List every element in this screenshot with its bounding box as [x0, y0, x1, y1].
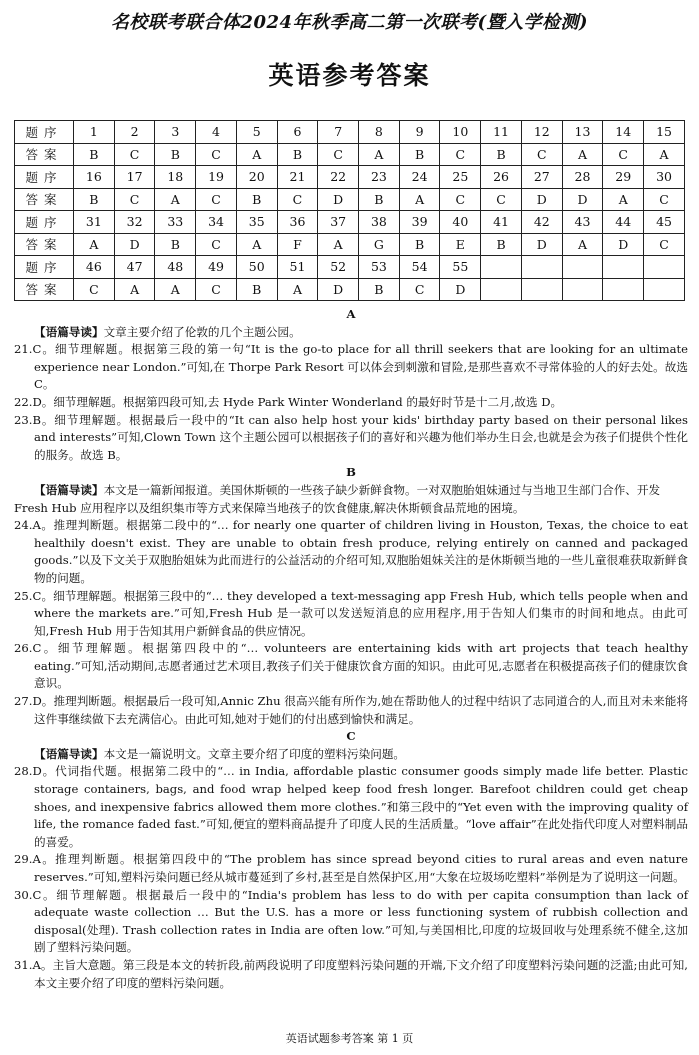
page-footer: 英语试题参考答案 第 1 页: [285, 1032, 414, 1045]
section-heading: B: [346, 465, 356, 480]
row-label-question: 题序: [15, 256, 74, 279]
answer-row: [15, 278, 685, 301]
question-number-cell: 15: [644, 121, 685, 144]
reading-guide-label: 【语篇导读】: [34, 324, 104, 339]
row-label-question: 题序: [15, 166, 74, 189]
answer-cell: C: [196, 233, 237, 256]
answer-cell: C: [440, 188, 481, 211]
answer-cell: F: [277, 233, 318, 256]
question-number-cell: 6: [277, 121, 318, 144]
question-number-cell: 52: [318, 256, 359, 279]
question-number-cell: 29: [603, 166, 644, 189]
answer-explanation: 21.C。细节理解题。根据第三段的第一句“It is the go-to place for all thrill seekers that are looking for an ultimate experience near London.”可知,在 Thorpe Park Resort 可以体会到刺激和冒险,是那些喜欢不寻常体验的人的好去处。故选 C。: [14, 342, 688, 392]
question-number-cell: 35: [236, 211, 277, 234]
question-number-cell: 41: [481, 211, 522, 234]
answer-cell: B: [399, 233, 440, 256]
answer-cell: C: [277, 188, 318, 211]
answer-cell: C: [196, 143, 237, 166]
question-number-cell: 28: [562, 166, 603, 189]
answer-cell: [481, 278, 522, 301]
answer-explanation: 23.B。细节理解题。根据最后一段中的“It can also help host your kids' birthday party based on their personal likes and interests”可知,Clown Town 这个主题公园可以根据孩子们的喜好和兴趣为他们举办生日会,也就是会为孩子们提供个性化的服务。故选 B。: [14, 412, 688, 462]
answer-cell: D: [521, 188, 562, 211]
answer-cell: B: [155, 143, 196, 166]
answer-cell: A: [562, 143, 603, 166]
question-number-cell: 24: [399, 166, 440, 189]
answer-explanation: 28.D。代词指代题。根据第二段中的“… in India, affordable plastic consumer goods simply made life better. Plastic storage containers, bags, and food wrap helped keep food fresh longer. Barefoot children could get cheap shoes, and inexpensive fabrics allowed them more clothes.”和第三段中的“Yet even with the improving quality of life, the romance faded fast.”可知,便宜的塑料商品提升了印度人民的生活质量。“love affair”在此处指代印度人对塑料制品的喜爱。: [14, 764, 688, 849]
answer-cell: A: [155, 188, 196, 211]
answer-cell: B: [399, 143, 440, 166]
question-number-cell: 44: [603, 211, 644, 234]
question-number-cell: 23: [359, 166, 400, 189]
answer-cell: D: [562, 188, 603, 211]
row-label-answer: 答案: [15, 233, 74, 256]
question-number-cell: 17: [114, 166, 155, 189]
answer-cell: A: [236, 143, 277, 166]
row-label-answer: 答案: [15, 188, 74, 211]
question-number-cell: 53: [359, 256, 400, 279]
answer-explanation: 22.D。细节理解题。根据第四段可知,去 Hyde Park Winter Wonderland 的最好时节是十二月,故选 D。: [14, 394, 563, 409]
answer-cell: A: [359, 143, 400, 166]
question-number-cell: 39: [399, 211, 440, 234]
row-label-answer: 答案: [15, 143, 74, 166]
question-number-cell: 36: [277, 211, 318, 234]
question-number-cell: 2: [114, 121, 155, 144]
answer-cell: D: [318, 278, 359, 301]
question-number-cell: 22: [318, 166, 359, 189]
question-number-cell: 1: [74, 121, 115, 144]
question-number-cell: 46: [74, 256, 115, 279]
question-number-cell: 33: [155, 211, 196, 234]
answer-cell: A: [318, 233, 359, 256]
question-number-cell: 13: [562, 121, 603, 144]
page-title: 英语参考答案: [268, 61, 431, 90]
answer-cell: B: [74, 143, 115, 166]
answer-cell: C: [114, 188, 155, 211]
answer-cell: B: [155, 233, 196, 256]
reading-guide-label: 【语篇导读】: [34, 746, 104, 761]
answer-cell: C: [196, 278, 237, 301]
answer-cell: C: [644, 233, 685, 256]
answer-cell: B: [359, 278, 400, 301]
answer-cell: C: [399, 278, 440, 301]
answer-cell: D: [521, 233, 562, 256]
section-heading: A: [346, 307, 356, 321]
answer-cell: [644, 278, 685, 301]
answer-cell: C: [440, 143, 481, 166]
reading-guide: [14, 482, 688, 517]
question-number-cell: 5: [236, 121, 277, 144]
answer-cell: C: [481, 188, 522, 211]
answer-explanation: 29.A。推理判断题。根据第四段中的“The problem has since spread beyond cities to rural areas and even nature reserves.”可知,塑料污染问题已经从城市蔓延到了乡村,甚至是自然保护区,用“大象在垃圾场吃塑料”举例是为了说明这一问题。: [14, 852, 688, 884]
question-number-cell: [562, 256, 603, 279]
answer-cell: C: [114, 143, 155, 166]
question-number-cell: 19: [196, 166, 237, 189]
answer-row: [15, 233, 685, 256]
answer-cell: E: [440, 233, 481, 256]
question-number-cell: 8: [359, 121, 400, 144]
question-number-cell: 14: [603, 121, 644, 144]
answer-cell: A: [114, 278, 155, 301]
answer-cell: D: [603, 233, 644, 256]
answer-cell: A: [399, 188, 440, 211]
answer-cell: C: [74, 278, 115, 301]
answer-cell: A: [236, 233, 277, 256]
question-number-cell: 47: [114, 256, 155, 279]
answer-cell: A: [74, 233, 115, 256]
question-number-cell: [481, 256, 522, 279]
answer-table: [14, 120, 685, 301]
answer-cell: C: [521, 143, 562, 166]
question-number-cell: 27: [521, 166, 562, 189]
answer-cell: A: [562, 233, 603, 256]
answer-cell: A: [155, 278, 196, 301]
question-number-cell: 18: [155, 166, 196, 189]
answer-explanation: 25.C。细节理解题。根据第三段中的“… they developed a text-messaging app Fresh Hub, which tells people when and where the markets are.”可知,Fresh Hub 是一款可以发送短消息的应用程序,用于告知人们集市的时间和地点。由此可知,Fresh Hub 用于告知其用户新鲜食品的供应情况。: [14, 588, 688, 638]
answer-explanation: 26.C。细节理解题。根据第四段中的“… volunteers are entertaining kids with art projects that teach healthy eating.”可知,活动期间,志愿者通过艺术项目,教孩子们关于健康饮食方面的知识。由此可见,志愿者在积极提高孩子们的健康饮食意识。: [14, 641, 688, 691]
question-number-cell: 10: [440, 121, 481, 144]
question-number-cell: 20: [236, 166, 277, 189]
question-number-cell: 9: [399, 121, 440, 144]
answer-cell: B: [236, 278, 277, 301]
question-number-cell: 31: [74, 211, 115, 234]
explanations: [14, 306, 688, 992]
question-number-cell: 50: [236, 256, 277, 279]
answer-explanation: 27.D。推理判断题。根据最后一段可知,Annic Zhu 很高兴能有所作为,她在帮助他人的过程中结识了志同道合的人,而且对未来能将这件事继续做下去充满信心。由此可知,她对于她们的付出感到愉快和满足。: [14, 694, 688, 726]
question-number-row: [15, 166, 685, 189]
answer-row: [15, 143, 685, 166]
question-number-cell: 43: [562, 211, 603, 234]
section-heading: C: [346, 729, 356, 744]
answer-cell: B: [236, 188, 277, 211]
question-number-cell: 4: [196, 121, 237, 144]
answer-cell: C: [603, 143, 644, 166]
answer-cell: B: [359, 188, 400, 211]
answer-cell: G: [359, 233, 400, 256]
question-number-cell: 12: [521, 121, 562, 144]
question-number-cell: 30: [644, 166, 685, 189]
reading-guide-text: 本文是一篇新闻报道。美国休斯顿的一些孩子缺少新鲜食物。一对双胞胎姐妹通过与当地卫生部门合作、开发 Fresh Hub 应用程序以及组织集市等方式来保障当地孩子的饮食健康,解决休斯顿食品荒地的困境。: [14, 482, 661, 515]
reading-guide-text: 本文是一篇说明文。文章主要介绍了印度的塑料污染问题。: [103, 746, 406, 761]
reading-guide: [14, 324, 688, 342]
question-number-cell: 55: [440, 256, 481, 279]
reading-guide-label: 【语篇导读】: [34, 482, 104, 497]
answer-cell: C: [318, 143, 359, 166]
answer-cell: A: [603, 188, 644, 211]
answer-cell: [521, 278, 562, 301]
answer-cell: B: [481, 233, 522, 256]
reading-guide-text: 文章主要介绍了伦敦的几个主题公园。: [103, 324, 301, 339]
question-number-cell: 7: [318, 121, 359, 144]
answer-cell: C: [196, 188, 237, 211]
answer-cell: D: [318, 188, 359, 211]
answer-explanation: 24.A。推理判断题。根据第二段中的“… for nearly one quarter of children living in Houston, Texas, the choice to eat healthily doesn't exist. They are unable to obtain fresh produce, relying entirely on canned and packaged goods.”以及下文关于双胞胎姐妹为此而进行的公益活动的介绍可知,双胞胎姐妹关注的是休斯顿当地的一些儿童很难获取新鲜食物的问题。: [14, 518, 688, 585]
answer-cell: D: [114, 233, 155, 256]
question-number-cell: 38: [359, 211, 400, 234]
answer-cell: A: [644, 143, 685, 166]
question-number-cell: 11: [481, 121, 522, 144]
row-label-question: 题序: [15, 211, 74, 234]
answer-cell: B: [277, 143, 318, 166]
question-number-cell: [521, 256, 562, 279]
question-number-cell: 16: [74, 166, 115, 189]
question-number-row: [15, 121, 685, 144]
row-label-question: 题序: [15, 121, 74, 144]
reading-guide: [14, 746, 688, 764]
question-number-cell: 26: [481, 166, 522, 189]
question-number-cell: 34: [196, 211, 237, 234]
question-number-cell: 51: [277, 256, 318, 279]
question-number-cell: 32: [114, 211, 155, 234]
question-number-cell: 37: [318, 211, 359, 234]
answer-cell: [562, 278, 603, 301]
answer-cell: [603, 278, 644, 301]
question-number-cell: 45: [644, 211, 685, 234]
question-number-cell: 3: [155, 121, 196, 144]
answer-cell: A: [277, 278, 318, 301]
answer-explanation: 31.A。主旨大意题。第三段是本文的转折段,前两段说明了印度塑料污染问题的开端,下文介绍了印度塑料污染问题的泛滥;由此可知,本文主要介绍了印度的塑料污染问题。: [14, 957, 688, 990]
answer-explanation: 30.C。细节理解题。根据最后一段中的“India's problem has less to do with per capita consumption than lack of adequate waste collection … But the U.S. has a more or less functioning system of rubbish collection and disposal(处理). Trash collection rates in India are often low.”可知,与美国相比,印度的垃圾回收与处理系统不健全,这加剧了塑料污染问题。: [14, 887, 688, 955]
answer-cell: D: [440, 278, 481, 301]
answer-cell: C: [644, 188, 685, 211]
question-number-row: [15, 256, 685, 279]
answer-row: [15, 188, 685, 211]
question-number-cell: 21: [277, 166, 318, 189]
question-number-cell: 40: [440, 211, 481, 234]
row-label-answer: 答案: [15, 278, 74, 301]
question-number-cell: [603, 256, 644, 279]
question-number-cell: 25: [440, 166, 481, 189]
question-number-cell: 54: [399, 256, 440, 279]
answer-cell: B: [481, 143, 522, 166]
question-number-row: [15, 211, 685, 234]
answer-cell: B: [74, 188, 115, 211]
question-number-cell: 49: [196, 256, 237, 279]
question-number-cell: 48: [155, 256, 196, 279]
question-number-cell: 42: [521, 211, 562, 234]
exam-header: 名校联考联合体2024年秋季高二第一次联考(暨入学检测): [110, 12, 589, 33]
question-number-cell: [644, 256, 685, 279]
